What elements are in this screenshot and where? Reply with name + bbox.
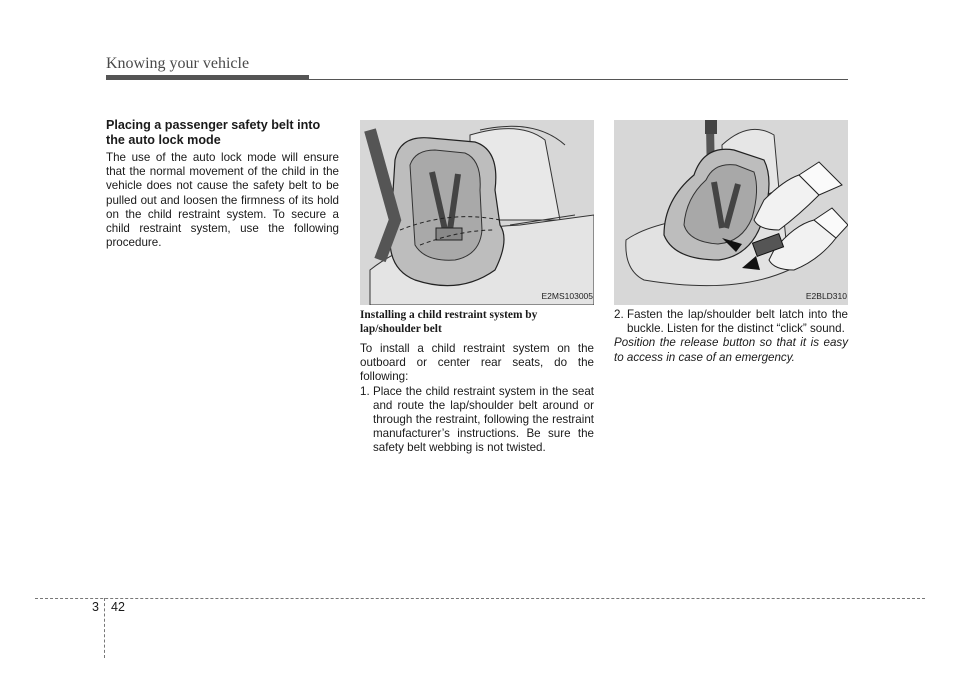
header-rule: [106, 79, 848, 80]
intro-paragraph: To install a child restraint system on the outboard or center rear seats, do the following:: [360, 342, 594, 384]
page-number: 42: [111, 600, 125, 614]
chapter-number: 3: [92, 600, 99, 614]
figure-caption: Installing a child restraint system by lap/shoulder belt: [360, 309, 538, 335]
list-item: [614, 308, 848, 336]
child-seat-lap-belt-illustration: [360, 120, 594, 305]
list-text: Fasten the lap/shoulder belt latch into the buckle. Listen for the distinct “click” sound.: [627, 308, 848, 336]
figure-child-seat-lap-belt: [360, 120, 594, 305]
figure-code: E2BLD310: [805, 290, 847, 301]
body-paragraph: The use of the auto lock mode will ensure that the normal movement of the child in the vehicle does not cause the safety belt to be pulled out and loosen the firmness of its hold on the child restraint system. To secure a child restraint system, use the following procedure.: [106, 151, 339, 250]
column-1: [106, 118, 339, 250]
column-2: [360, 120, 594, 456]
figure-belt-buckle: [614, 120, 848, 305]
list-text: Place the child restraint system in the seat and route the lap/shoulder belt around or through the restraint, following the restraint manufacturer’s instructions. Be sure the safety belt webbing is not twisted.: [373, 384, 594, 455]
section-heading: Placing a passenger safety belt into the auto lock mode: [106, 118, 321, 147]
column-3: [614, 120, 848, 365]
figure-code: E2MS103005: [541, 290, 593, 301]
note-italic: Position the release button so that it is easy to access in case of an emergency.: [614, 336, 848, 364]
section-header-title: Knowing your vehicle: [106, 55, 250, 72]
list-number: 2.: [614, 308, 624, 321]
footer-vertical-divider: [104, 598, 105, 658]
footer-divider: [35, 598, 925, 599]
belt-buckle-illustration: [614, 120, 848, 305]
list-item: [360, 385, 594, 456]
list-number: 1.: [360, 384, 370, 398]
